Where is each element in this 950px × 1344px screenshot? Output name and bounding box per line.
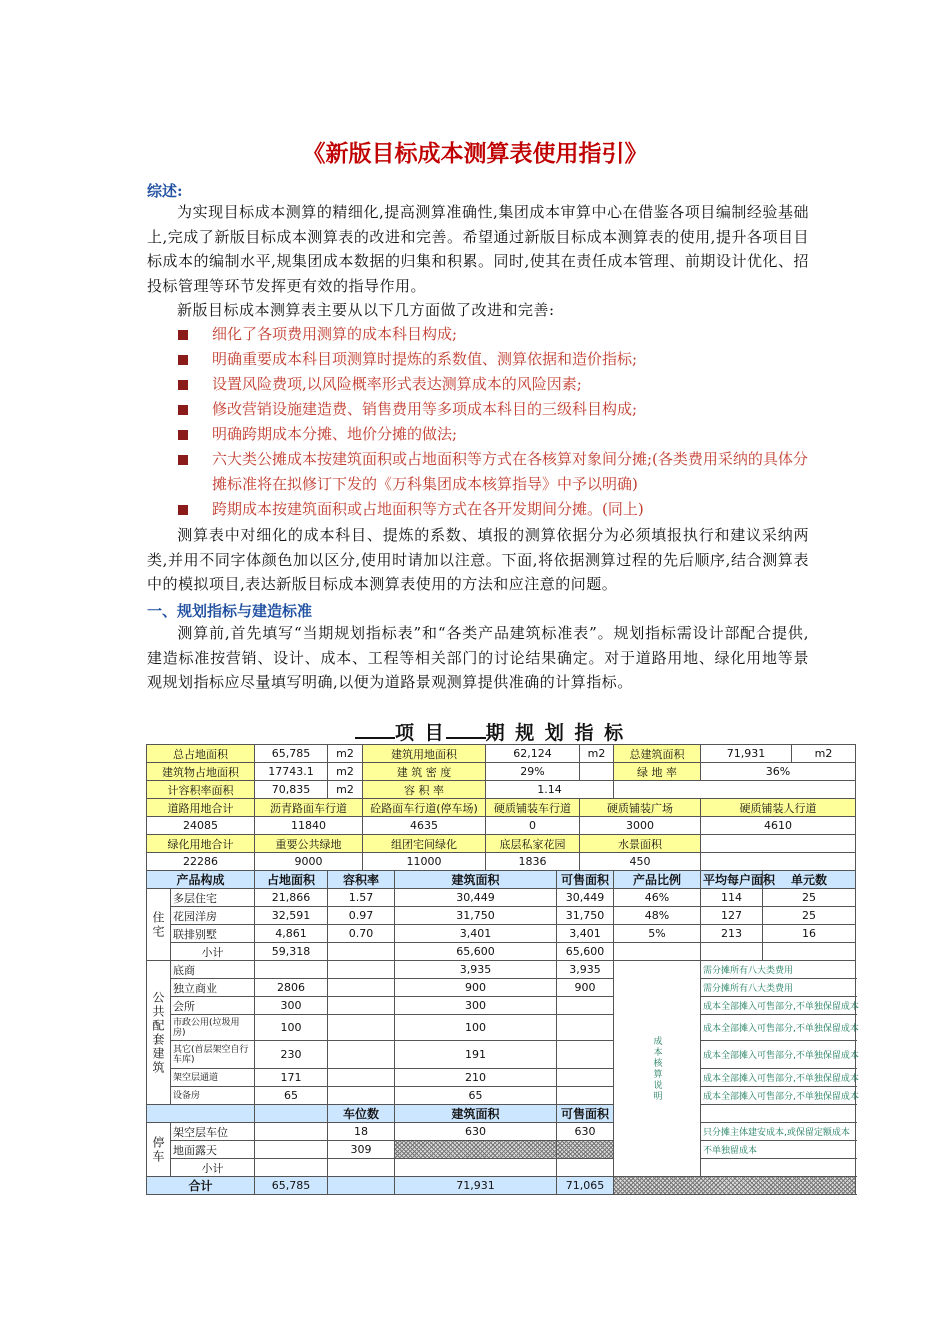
table-cell: 成本全部摊入可售部分,不单独保留成本 <box>701 1069 856 1087</box>
table-cell: 65 <box>255 1087 328 1105</box>
table-cell <box>557 1015 614 1041</box>
table-cell: 24085 <box>147 817 255 835</box>
table-row <box>147 799 856 817</box>
list-item: 六大类公摊成本按建筑面积或占地面积等方式在各核算对象间分摊;(各类费用采纳的具体分摊标准将在拟修订下发的《万科集团成本核算指导》中予以明确) <box>178 447 810 497</box>
table-cell <box>328 1041 395 1069</box>
list-item: 明确重要成本科目项测算时提炼的系数值、测算依据和造价指标; <box>178 347 810 372</box>
table-cell: 71,065 <box>557 1177 614 1195</box>
table-cell: 4,861 <box>255 925 328 943</box>
table-cell: 31,750 <box>395 907 557 925</box>
table-cell: 0.97 <box>328 907 395 925</box>
table-cell: 1836 <box>486 853 580 871</box>
table-cell: 占地面积 <box>255 871 328 889</box>
table-row <box>147 781 856 799</box>
total-row <box>147 1177 856 1195</box>
table-cell: 17743.1 <box>255 763 328 781</box>
table-cell: 48% <box>614 907 701 925</box>
table-cell <box>255 1123 328 1141</box>
table-cell: m2 <box>328 763 363 781</box>
table-cell: 成本核算说明 <box>614 961 701 1177</box>
improvement-list <box>178 322 810 522</box>
table-cell: 21,866 <box>255 889 328 907</box>
table-cell: 65,785 <box>255 745 328 763</box>
table-row <box>147 1123 856 1141</box>
table-cell: 独立商业 <box>171 979 255 997</box>
paragraph-planning <box>147 621 809 695</box>
table-cell: 4610 <box>701 817 856 835</box>
table-cell: 需分摊所有八大类费用 <box>701 979 856 997</box>
paragraph-usage-text: 测算表中对细化的成本科目、提炼的系数、填报的测算依据分为必须填报执行和建议采纳两类,并用不同字体颜色加以区分,使用时请加以注意。下面,将依据测算过程的先后顺序,结合测算表中的模拟项目,表达新版目标成本测算表使用的方法和应注意的问题。 <box>147 526 809 593</box>
table-cell: 不单独留成本 <box>701 1141 856 1159</box>
table-cell: 成本全部摊入可售部分,不单独保留成本 <box>701 1015 856 1041</box>
table-cell: 沥青路面车行道 <box>255 799 363 817</box>
table-cell: 成本全部摊入可售部分,不单独保留成本 <box>701 997 856 1015</box>
paragraph-usage <box>147 523 809 597</box>
table-cell <box>580 763 614 781</box>
table-cell: 重要公共绿地 <box>255 835 363 853</box>
table-cell <box>328 961 395 979</box>
table-cell: 多层住宅 <box>171 889 255 907</box>
table-cell: m2 <box>328 781 363 799</box>
table-cell: 25 <box>763 889 856 907</box>
table-cell: 公共配套建筑 <box>147 961 171 1105</box>
table-cell: 114 <box>701 889 763 907</box>
table-cell: 产品构成 <box>147 871 255 889</box>
table-cell: 3,401 <box>557 925 614 943</box>
table-row <box>147 763 856 781</box>
table-cell <box>557 1087 614 1105</box>
table-cell: 硬质铺装人行道 <box>701 799 856 817</box>
table-cell: m2 <box>580 745 614 763</box>
table-cell: 0 <box>486 817 580 835</box>
table-cell: 容 积 率 <box>363 781 486 799</box>
table-cell: 213 <box>701 925 763 943</box>
table-cell <box>255 1141 328 1159</box>
table-cell: 产品比例 <box>614 871 701 889</box>
table-cell <box>701 853 856 871</box>
table-cell: 设备房 <box>171 1087 255 1105</box>
table-cell: 3,935 <box>395 961 557 979</box>
table-cell: 309 <box>328 1141 395 1159</box>
table-cell: 11840 <box>255 817 363 835</box>
table-cell: 11000 <box>363 853 486 871</box>
table-cell <box>328 1015 395 1041</box>
table-row <box>147 943 856 961</box>
table-cell: 71,931 <box>395 1177 557 1195</box>
table-cell <box>328 979 395 997</box>
table-cell: 其它(首层架空自行车库) <box>171 1041 255 1069</box>
table-cell: 小计 <box>171 1159 255 1177</box>
table-cell: 单元数 <box>763 871 856 889</box>
table-cell <box>255 961 328 979</box>
table-cell: 底层私家花园 <box>486 835 580 853</box>
table-cell: 4635 <box>363 817 486 835</box>
table-cell: 总占地面积 <box>147 745 255 763</box>
table-cell: 合计 <box>147 1177 255 1195</box>
table-cell: 停车 <box>147 1123 171 1177</box>
table-cell: 砼路面车行道(停车场) <box>363 799 486 817</box>
table-cell: 道路用地合计 <box>147 799 255 817</box>
table-cell: 成本全部摊入可售部分,不单独保留成本 <box>701 1087 856 1105</box>
table-cell: 300 <box>395 997 557 1015</box>
table-row <box>147 1159 856 1177</box>
table-cell: 组团宅间绿化 <box>363 835 486 853</box>
table-cell: 架空层通道 <box>171 1069 255 1087</box>
table-cell: 建 筑 密 度 <box>363 763 486 781</box>
table-cell: 绿 地 率 <box>614 763 701 781</box>
table-cell: 191 <box>395 1041 557 1069</box>
table-cell <box>701 943 763 961</box>
table-cell: 31,750 <box>557 907 614 925</box>
table-cell: 450 <box>580 853 701 871</box>
table-row <box>147 925 856 943</box>
table-cell <box>328 1087 395 1105</box>
table-cell: 小计 <box>171 943 255 961</box>
table-cell <box>614 781 856 799</box>
table-row <box>147 1087 856 1105</box>
table-cell: 3000 <box>580 817 701 835</box>
table-cell: 1.14 <box>486 781 614 799</box>
paragraph-improvements <box>147 298 809 323</box>
table-cell: 0.70 <box>328 925 395 943</box>
table-cell: 绿化用地合计 <box>147 835 255 853</box>
table-cell <box>701 1159 856 1177</box>
table-cell: 建筑物占地面积 <box>147 763 255 781</box>
table-row <box>147 817 856 835</box>
table-cell: 平均每户面积 <box>701 871 763 889</box>
table-cell: 230 <box>255 1041 328 1069</box>
table-cell <box>557 1159 614 1177</box>
table-row <box>147 1041 856 1069</box>
table-cell: 36% <box>701 763 856 781</box>
table-cell: 水景面积 <box>580 835 701 853</box>
table-cell: 建筑面积 <box>395 871 557 889</box>
square-bullet-icon <box>178 330 188 340</box>
table-cell: 22286 <box>147 853 255 871</box>
table-cell: 可售面积 <box>557 871 614 889</box>
table-cell <box>328 997 395 1015</box>
table-cell <box>557 997 614 1015</box>
table-cell: 会所 <box>171 997 255 1015</box>
table-cell <box>255 1105 328 1123</box>
table-cell <box>328 1159 395 1177</box>
table-cell: 联排别墅 <box>171 925 255 943</box>
table-cell: 65 <box>395 1087 557 1105</box>
table-cell: 65,785 <box>255 1177 328 1195</box>
table-cell <box>557 1041 614 1069</box>
section-heading-1: 一、规划指标与建造标准 <box>147 602 313 620</box>
paragraph-intro <box>147 200 809 298</box>
table-cell: 30,449 <box>557 889 614 907</box>
table-cell <box>614 1177 856 1195</box>
table-row <box>147 1141 856 1159</box>
table-cell: 可售面积 <box>557 1105 614 1123</box>
table-cell: 2806 <box>255 979 328 997</box>
table-cell: 底商 <box>171 961 255 979</box>
table-cell: 硬质铺装车行道 <box>486 799 580 817</box>
table-cell: 5% <box>614 925 701 943</box>
table-cell: 成本全部摊入可售部分,不单独保留成本 <box>701 1041 856 1069</box>
table-cell: 计容积率面积 <box>147 781 255 799</box>
table-cell: 16 <box>763 925 856 943</box>
table-cell: 住宅 <box>147 889 171 961</box>
table-row <box>147 1069 856 1087</box>
square-bullet-icon <box>178 505 188 515</box>
table-cell: 容积率 <box>328 871 395 889</box>
table-cell <box>395 1141 557 1159</box>
table-cell: 地面露天 <box>171 1141 255 1159</box>
table-cell: 硬质铺装广场 <box>580 799 701 817</box>
table-cell: 59,318 <box>255 943 328 961</box>
table-cell: 171 <box>255 1069 328 1087</box>
table-cell: 65,600 <box>395 943 557 961</box>
table-title: 项 目 期 规 划 指 标 <box>355 718 655 745</box>
table-cell <box>614 943 701 961</box>
table-row <box>147 979 856 997</box>
table-cell: 市政公用(垃圾用房) <box>171 1015 255 1041</box>
table-row <box>147 997 856 1015</box>
table-cell <box>763 943 856 961</box>
table-cell: 127 <box>701 907 763 925</box>
table-cell: 1.57 <box>328 889 395 907</box>
table-cell <box>328 1069 395 1087</box>
list-item: 跨期成本按建筑面积或占地面积等方式在各开发期间分摊。(同上) <box>178 497 810 522</box>
paragraph-planning-text: 测算前,首先填写“当期规划指标表”和“各类产品建筑标准表”。规划指标需设计部配合提供,建造标准按营销、设计、成本、工程等相关部门的讨论结果确定。对于道路用地、绿化用地等景观规划指标应尽量填写明确,以便为道路景观测算提供准确的计算指标。 <box>147 624 809 691</box>
table-cell: 车位数 <box>328 1105 395 1123</box>
table-cell: 总建筑面积 <box>614 745 701 763</box>
table-cell <box>557 1141 614 1159</box>
table-cell: 建筑用地面积 <box>363 745 486 763</box>
table-cell: 18 <box>328 1123 395 1141</box>
document-title: 《新版目标成本测算表使用指引》 <box>302 140 648 167</box>
table-cell: 71,931 <box>701 745 792 763</box>
table-cell <box>701 1105 856 1123</box>
table-cell: 30,449 <box>395 889 557 907</box>
table-cell: 65,600 <box>557 943 614 961</box>
table-row <box>147 853 856 871</box>
table-cell: 630 <box>395 1123 557 1141</box>
paragraph-intro-text: 为实现目标成本测算的精细化,提高测算准确性,集团成本审算中心在借鉴各项目编制经验基础上,完成了新版目标成本测算表的改进和完善。希望通过新版目标成本测算表的使用,提升各项目目标成本的编制水平,规集团成本数据的归集和积累。同时,使其在责任成本管理、前期设计优化、招投标管理等环节发挥更有效的指导作用。 <box>147 203 809 295</box>
table-cell <box>147 1105 255 1123</box>
square-bullet-icon <box>178 380 188 390</box>
list-item: 修改营销设施建造费、销售费用等多项成本科目的三级科目构成; <box>178 397 810 422</box>
square-bullet-icon <box>178 355 188 365</box>
overview-heading: 综述: <box>147 182 183 200</box>
table-cell: 25 <box>763 907 856 925</box>
table-row <box>147 889 856 907</box>
table-cell: 900 <box>557 979 614 997</box>
table-cell <box>557 1069 614 1087</box>
table-cell: 3,935 <box>557 961 614 979</box>
table-row <box>147 961 856 979</box>
list-item: 明确跨期成本分摊、地价分摊的做法; <box>178 422 810 447</box>
table-row <box>147 745 856 763</box>
table-cell: 需分摊所有八大类费用 <box>701 961 856 979</box>
table-cell: 100 <box>255 1015 328 1041</box>
table-cell <box>395 1159 557 1177</box>
table-cell: 花园洋房 <box>171 907 255 925</box>
table-row <box>147 835 856 853</box>
table-cell <box>328 1177 395 1195</box>
table-cell: 建筑面积 <box>395 1105 557 1123</box>
table-cell: 46% <box>614 889 701 907</box>
list-item: 设置风险费项,以风险概率形式表达测算成本的风险因素; <box>178 372 810 397</box>
table-cell: 630 <box>557 1123 614 1141</box>
table-row <box>147 1015 856 1041</box>
table-cell: 100 <box>395 1015 557 1041</box>
square-bullet-icon <box>178 455 188 465</box>
list-item: 细化了各项费用测算的成本科目构成; <box>178 322 810 347</box>
paragraph-improvements-text: 新版目标成本测算表主要从以下几方面做了改进和完善: <box>177 301 555 319</box>
planning-index-table <box>146 744 859 1195</box>
table-cell <box>701 835 856 853</box>
table-cell <box>328 943 395 961</box>
table-cell: 300 <box>255 997 328 1015</box>
table-cell: 29% <box>486 763 580 781</box>
table-cell: 只分摊主体建安成本,或保留定额成本 <box>701 1123 856 1141</box>
table-cell <box>255 1159 328 1177</box>
table-cell: 3,401 <box>395 925 557 943</box>
table-cell: 70,835 <box>255 781 328 799</box>
table-header-row <box>147 871 856 889</box>
table-cell: 架空层车位 <box>171 1123 255 1141</box>
table-cell: 32,591 <box>255 907 328 925</box>
table-cell: m2 <box>792 745 856 763</box>
square-bullet-icon <box>178 405 188 415</box>
table-row <box>147 907 856 925</box>
table-cell: m2 <box>328 745 363 763</box>
table-cell: 210 <box>395 1069 557 1087</box>
square-bullet-icon <box>178 430 188 440</box>
table-cell: 62,124 <box>486 745 580 763</box>
table-cell: 900 <box>395 979 557 997</box>
table-cell: 9000 <box>255 853 363 871</box>
parking-header-row <box>147 1105 856 1123</box>
